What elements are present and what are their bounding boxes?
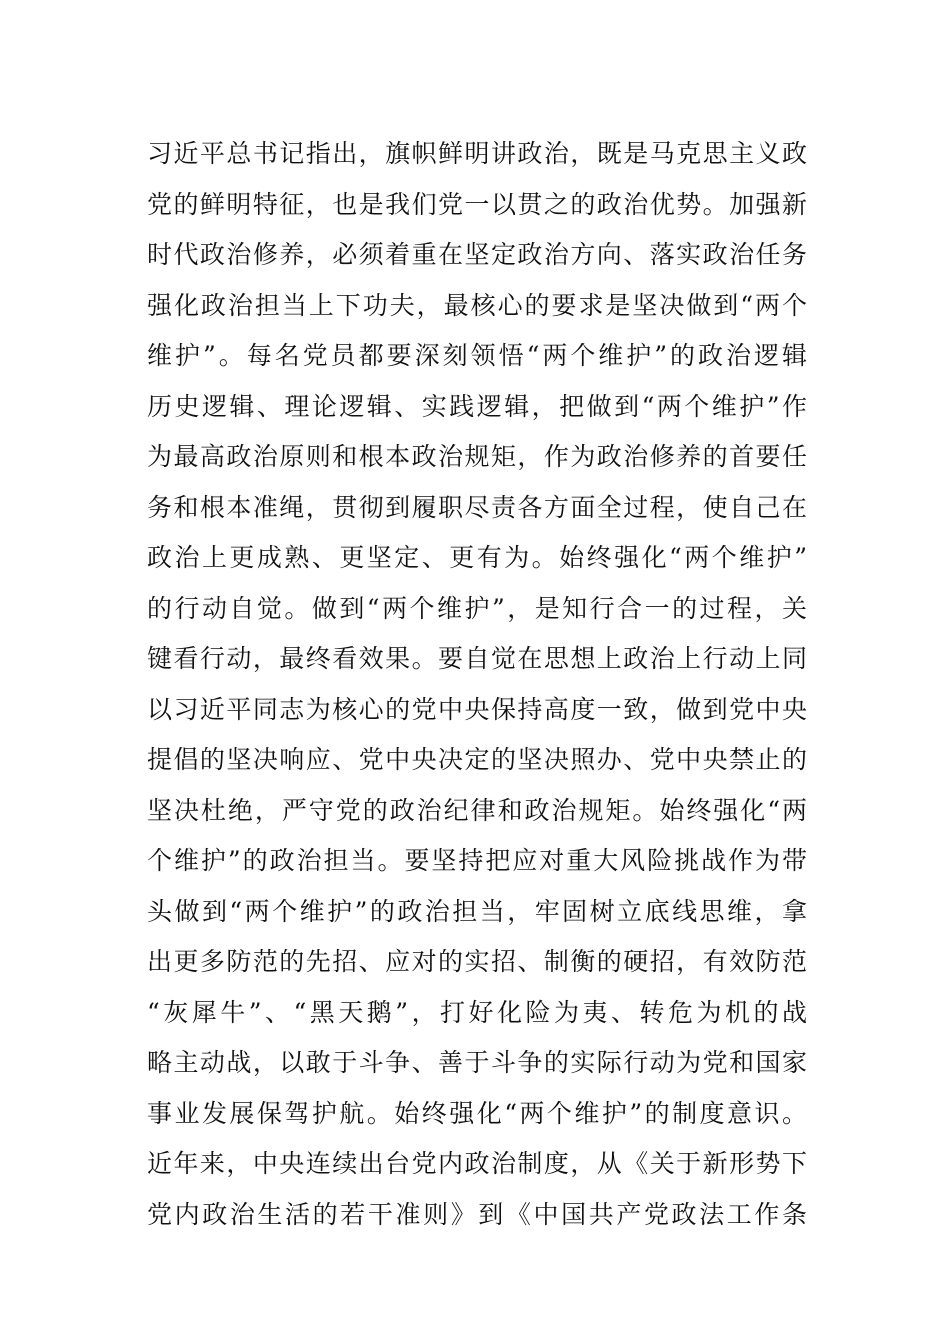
- text-line: 头做到“两个维护”的政治担当，牢固树立底线思维，拿: [147, 896, 807, 926]
- text-line: 事业发展保驾护航。始终强化“两个维护”的制度意识。: [147, 1098, 807, 1128]
- text-line: 党内政治生活的若干准则》到《中国共产党政法工作条: [147, 1199, 807, 1229]
- text-line: 时代政治修养，必须着重在坚定政治方向、落实政治任务: [147, 240, 807, 269]
- text-line: 党的鲜明特征，也是我们党一以贯之的政治优势。加强新: [147, 189, 807, 219]
- text-line: 历史逻辑、理论逻辑、实践逻辑，把做到“两个维护”作: [147, 391, 807, 421]
- text-line: “灰犀牛”、“黑天鹅”，打好化险为夷、转危为机的战: [147, 997, 807, 1027]
- text-line: 键看行动，最终看效果。要自觉在思想上政治上行动上同: [147, 644, 807, 673]
- text-line: 出更多防范的先招、应对的实招、制衡的硬招，有效防范: [147, 947, 807, 976]
- text-line: 提倡的坚决响应、党中央决定的坚决照办、党中央禁止的: [147, 745, 807, 774]
- text-line: 略主动战，以敢于斗争、善于斗争的实际行动为党和国家: [147, 1048, 807, 1077]
- text-line: 个维护”的政治担当。要坚持把应对重大风险挑战作为带: [147, 846, 807, 875]
- text-line: 习近平总书记指出，旗帜鲜明讲政治，既是马克思主义政: [147, 139, 807, 168]
- text-line: 的行动自觉。做到“两个维护”，是知行合一的过程，关: [147, 593, 807, 623]
- text-line: 为最高政治原则和根本政治规矩，作为政治修养的首要任: [147, 442, 807, 471]
- text-line: 近年来，中央连续出台党内政治制度，从《关于新形势下: [147, 1149, 807, 1178]
- text-line: 维护”。每名党员都要深刻领悟“两个维护”的政治逻辑: [147, 341, 807, 370]
- text-line: 务和根本准绳，贯彻到履职尽责各方面全过程，使自己在: [147, 492, 807, 522]
- text-line: 坚决杜绝，严守党的政治纪律和政治规矩。始终强化“两: [147, 795, 807, 825]
- text-line: 以习近平同志为核心的党中央保持高度一致，做到党中央: [147, 694, 807, 724]
- body-text: [147, 129, 807, 1240]
- text-line: 政治上更成熟、更坚定、更有为。始终强化“两个维护”: [147, 543, 807, 572]
- text-line: 强化政治担当上下功夫，最核心的要求是坚决做到“两个: [147, 290, 807, 320]
